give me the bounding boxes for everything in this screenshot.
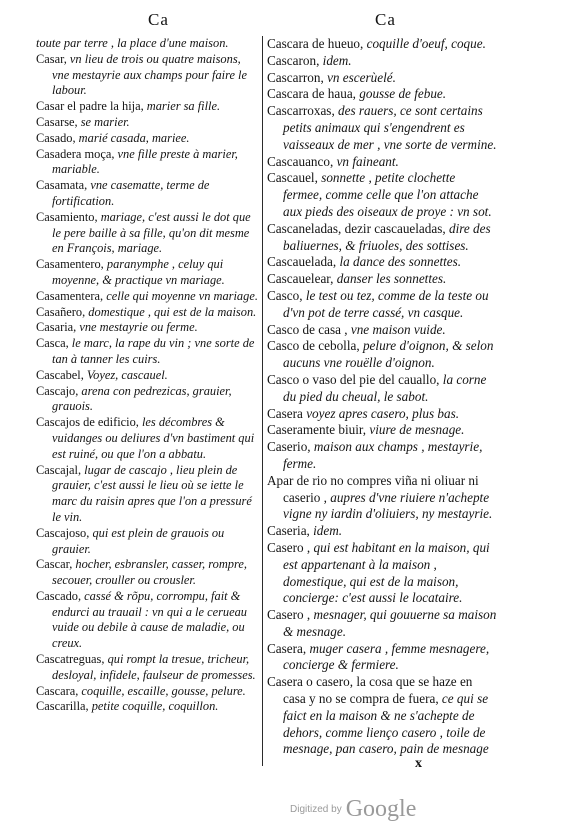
dictionary-entry [267, 70, 497, 87]
entry-gloss: le marc, la rape du vin ; vne sorte de tan à tanner les cuirs. [52, 336, 255, 366]
entry-gloss: vne mestayrie ou ferme. [76, 320, 198, 335]
entry-gloss: voyez apres casero, plus bas. [302, 405, 460, 421]
dictionary-entry [36, 99, 258, 115]
dictionary-entry [267, 540, 497, 607]
entry-headword: Casero , [267, 607, 311, 623]
dictionary-entry [36, 257, 258, 289]
dictionary-entry [36, 320, 258, 336]
dictionary-entry [267, 254, 497, 271]
dictionary-entry [36, 336, 258, 368]
entry-headword: Cascado, [36, 588, 82, 603]
entry-headword: Cascabel, [36, 367, 84, 382]
entry-gloss: vne casematte, terme de fortification. [52, 178, 210, 208]
dictionary-entry [267, 338, 497, 372]
dictionary-entry [267, 86, 497, 103]
entry-gloss: vn faineant. [333, 153, 399, 169]
dictionary-entry [36, 305, 258, 321]
entry-headword: Casaria, [36, 320, 77, 335]
dictionary-entry [267, 406, 497, 423]
entry-headword: Cascajal, [36, 462, 82, 477]
dictionary-entry [36, 589, 258, 652]
entry-gloss: aupres d'vne riuiere n'achepte vigne ny iardin d'oliuiers, ny mestayrie. [283, 489, 493, 522]
entry-headword: Casamentera, [36, 288, 104, 303]
entry-headword: Casar el padre la hija, [36, 99, 144, 114]
entry-gloss: cassé & rõpu, corrompu, fait & endurci au trauail : vn qui a le cerueau vuide ou debile à cause de maladie, ou creux. [52, 588, 247, 651]
dictionary-entry [267, 439, 497, 473]
entry-gloss: paranymphe , celuy qui moyenne, & practique vn mariage. [52, 257, 225, 287]
dictionary-entry [36, 415, 258, 462]
entry-headword: Casco o vaso del pie del cauallo, [267, 371, 440, 387]
entry-headword: Casera [267, 405, 303, 421]
dictionary-entry [36, 684, 258, 700]
entry-headword: Casco de cebolla, [267, 338, 360, 354]
entry-headword: Cascauelear, [267, 271, 334, 287]
entry-gloss: petite coquille, coquillon. [88, 699, 219, 714]
entry-gloss: idem. [309, 523, 343, 539]
entry-headword: Caseria, [267, 523, 310, 539]
entry-headword: Caserio, [267, 439, 311, 455]
dictionary-entry [36, 526, 258, 558]
dictionary-entry [267, 103, 497, 153]
dictionary-entry [267, 674, 497, 758]
entry-gloss: celle qui moyenne vn mariage. [103, 288, 258, 303]
google-logo: Google [345, 796, 417, 822]
entry-gloss: maison aux champs , mestayrie, ferme. [283, 439, 483, 471]
dictionary-entry [267, 473, 497, 523]
dictionary-entry [36, 52, 258, 99]
entry-gloss: arena con pedrezicas, grauier, grauois. [52, 383, 232, 414]
entry-headword: Cascaneladas, dezir cascaueladas, [267, 220, 446, 236]
entry-gloss: marié casada, mariee. [75, 130, 190, 145]
entry-gloss: mesnager, qui gouuerne sa maison & mesnage. [283, 607, 497, 639]
entry-headword: Cascarilla, [36, 699, 89, 714]
dictionary-entry [36, 557, 258, 589]
entry-gloss: coquille d'oeuf, coque. [363, 36, 486, 51]
dictionary-entry [36, 115, 258, 131]
dictionary-entry [267, 641, 497, 675]
entry-headword: Casco, [267, 287, 303, 303]
entry-gloss: sonnette , petite clochette fermee, comme celle que l'on attache aux pieds des oiseaux de proye : vn sot. [283, 170, 492, 219]
column-divider [262, 36, 263, 766]
entry-headword: Cascatreguas, [36, 652, 105, 667]
entry-gloss: idem. [319, 52, 352, 68]
dictionary-entry [36, 463, 258, 526]
entry-gloss: le test ou tez, comme de la teste ou d'vn pot de terre cassé, vn casque. [283, 287, 489, 320]
entry-gloss: se marier. [77, 114, 130, 129]
entry-headword: Apar de rio no compres viña ni oliuar ni caserio , [267, 472, 479, 505]
entry-gloss: muger casera , femme mesnagere, concierge & fermiere. [283, 640, 490, 673]
entry-headword: Cascaron, [267, 52, 320, 68]
entry-gloss: vn escerùelé. [323, 69, 396, 85]
entry-headword: Cascara, [36, 683, 79, 698]
dictionary-entry [36, 368, 258, 384]
dictionary-entry [267, 372, 497, 406]
entry-gloss: coquille, escaille, gousse, pelure. [78, 683, 246, 698]
entry-gloss: toute par terre , la place d'une maison. [36, 36, 229, 50]
entry-gloss: vn lieu de trois ou quatre maisons, vne mestayrie aux champs pour faire le labour. [52, 51, 247, 98]
entry-headword: Cascajoso, [36, 525, 90, 540]
entry-headword: Casañero, [36, 304, 86, 319]
dictionary-entry [36, 147, 258, 179]
dictionary-entry [267, 170, 497, 220]
running-head-left: Ca [148, 10, 169, 29]
entry-gloss: les décombres & vuidanges ou deliures d'vn bastiment qui est ruiné, ou que l'on a abbatu. [52, 415, 255, 461]
entry-gloss: danser les sonnettes. [333, 271, 447, 287]
entry-headword: Caseramente biuir, [267, 422, 367, 438]
entry-headword: Casera o casero, la cosa que se haze en casa y no se compra de fuera, [267, 674, 473, 707]
entry-headword: Cascauelada, [267, 254, 337, 270]
entry-gloss: des rauers, ce sont certains petits animaux qui s'engendrent es vaisseaux de mer , vne sorte de vermine. [283, 103, 497, 152]
left-column [36, 36, 258, 715]
watermark-prefix: Digitized by [290, 804, 342, 815]
dictionary-entry [267, 53, 497, 70]
dictionary-entry [267, 288, 497, 322]
entry-headword: Casamentero, [36, 257, 104, 272]
dictionary-entry [267, 221, 497, 255]
entry-gloss: qui rompt la tresue, tricheur, desloyal, infidele, faulseur de promesses. [52, 652, 256, 682]
dictionary-entry [36, 652, 258, 684]
entry-headword: Cascarron, [267, 69, 324, 85]
dictionary-entry [267, 271, 497, 288]
dictionary-entry [267, 154, 497, 171]
entry-headword: Casero , [267, 539, 311, 555]
entry-gloss: qui est plein de grauois ou grauier. [52, 525, 225, 556]
entry-headword: Cascajos de edificio, [36, 415, 139, 430]
entry-gloss: dire des baliuernes, & friuoles, des sottises. [283, 220, 491, 253]
entry-headword: Cascauel, [267, 170, 318, 186]
entry-gloss: vne fille preste à marier, mariable. [52, 146, 238, 177]
dictionary-entry [267, 422, 497, 439]
entry-headword: Cascara de hueuo, [267, 36, 364, 51]
entry-headword: Cascar, [36, 557, 73, 572]
entry-gloss: hocher, esbransler, casser, rompre, secouer, crouller ou crousler. [52, 557, 247, 588]
entry-headword: Casamiento, [36, 209, 98, 224]
dictionary-entry [267, 523, 497, 540]
entry-gloss: ce qui se faict en la maison & ne s'achepte de dehors, comme lienço casero , toile de mesnage, pan casero, pain de mesnage [283, 691, 489, 757]
signature-mark: x [415, 756, 422, 771]
dictionary-entry [267, 36, 497, 53]
entry-gloss: la corne du pied du cheual, le sabot. [283, 371, 487, 404]
entry-headword: Cascarroxas, [267, 103, 335, 119]
entry-headword: Cascauanco, [267, 153, 334, 169]
dictionary-entry [36, 36, 258, 52]
dictionary-entry [36, 699, 258, 715]
entry-gloss: la dance des sonnettes. [336, 254, 462, 270]
dictionary-entry [267, 607, 497, 641]
entry-headword: Casco de casa , [267, 321, 348, 337]
entry-gloss: lugar de cascajo , lieu plein de grauier, c'est aussi le lieu où se iette le marc du raisin apres que l'on a pressuré le vin. [52, 462, 252, 524]
entry-headword: Casar, [36, 51, 67, 66]
running-head-right: Ca [375, 10, 396, 29]
dictionary-entry [36, 178, 258, 210]
entry-gloss: mariage, c'est aussi le dot que le pere baille à sa fille, qu'on dit mesme en François, mariage. [52, 209, 251, 256]
entry-headword: Casca, [36, 336, 69, 351]
entry-headword: Casarse, [36, 114, 78, 129]
entry-gloss: pelure d'oignon, & selon aucuns vne rouëlle d'oignon. [283, 338, 494, 371]
dictionary-entry [267, 322, 497, 339]
entry-gloss: vne maison vuide. [347, 321, 446, 337]
entry-gloss: marier sa fille. [143, 99, 221, 114]
dictionary-entry [36, 289, 258, 305]
dictionary-entry [36, 210, 258, 257]
entry-gloss: viure de mesnage. [366, 422, 465, 438]
dictionary-entry [36, 131, 258, 147]
entry-headword: Casado, [36, 130, 76, 145]
entry-headword: Casera, [267, 640, 307, 656]
entry-gloss: qui est habitant en la maison, qui est appartenant à la maison , domestique, qui est de la maison, concierge: c'est aussi le locataire. [283, 539, 490, 606]
entry-headword: Cascajo, [36, 383, 79, 398]
right-column [267, 36, 497, 758]
entry-headword: Casadera moça, [36, 146, 115, 161]
dictionary-entry [36, 384, 258, 416]
entry-gloss: gousse de febue. [355, 86, 447, 102]
entry-gloss: Voyez, cascauel. [83, 367, 168, 382]
entry-gloss: domestique , qui est de la maison. [85, 304, 257, 319]
entry-headword: Casamata, [36, 178, 88, 193]
entry-headword: Cascara de haua, [267, 86, 356, 102]
digitized-watermark [290, 796, 416, 823]
